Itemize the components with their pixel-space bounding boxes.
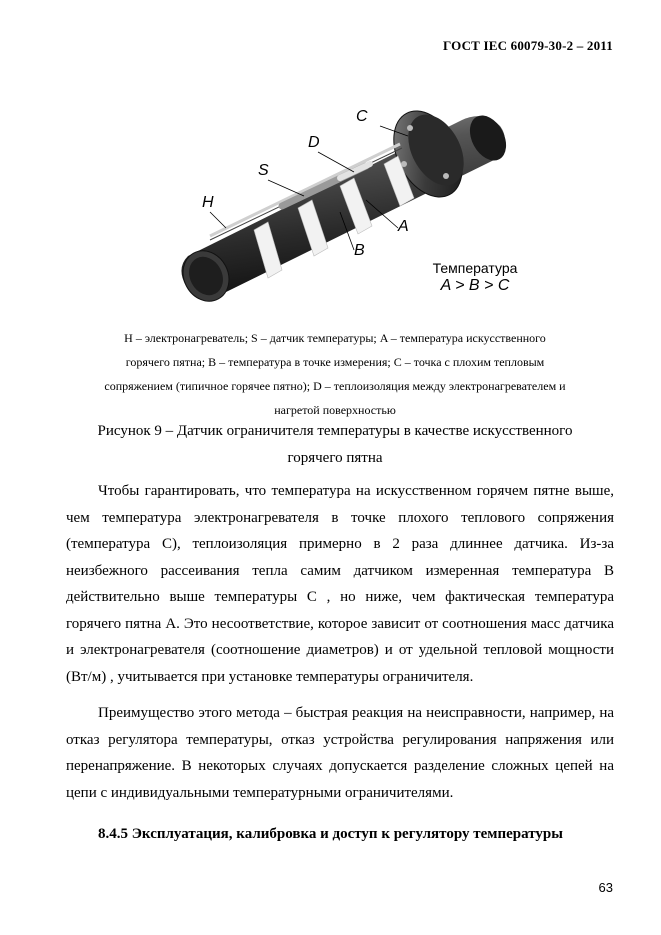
legend-line: нагретой поверхностью [274, 403, 396, 417]
label-s: S [258, 162, 269, 179]
body-paragraph: Чтобы гарантировать, что температура на искусственном горячем пятне выше, чем температура электронагревателя в точке плохого теплового сопряжения (температура C), теплоизоляция примерно в 2 раза длиннее датчика. Из-за неизбежного рассеивания тепла самим датчиком измеренная температура B действительно выше температуры C , но ниже, чем фактическая температура горячего пятна A. Это несоответствие, которое зависит от соотношения масс датчика и электронагревателя (соотношение диаметров) и от удельной тепловой мощности (Вт/м) , учитывается при установке температуры ограничителя. [66, 483, 614, 685]
label-d: D [308, 134, 320, 151]
body-paragraph: Преимущество этого метода – быстрая реакция на неисправности, например, на отказ регулятора температуры, отказ устройства регулирования напряжения или перенапряжение. В некоторых случаях допускается разделение сложных цепей на цепи с индивидуальными температурными ограничителями. [66, 705, 614, 801]
leader-s [268, 180, 304, 196]
label-b: B [354, 242, 365, 259]
legend-line: сопряжением (типичное горячее пятно); D – теплоизоляция между электронагревателем и [104, 379, 566, 393]
legend-line: H – электронагреватель; S – датчик температуры; A – температура искусственного [124, 331, 546, 345]
leader-d [318, 152, 354, 172]
label-h: H [202, 194, 214, 211]
temperature-relation: A > B > C [440, 277, 510, 294]
label-c: C [356, 108, 368, 125]
temperature-annotation [420, 260, 530, 295]
page-header: ГОСТ IEC 60079-30-2 – 2011 [442, 38, 613, 53]
figure-pipe-sensor [170, 80, 530, 320]
caption-line: Рисунок 9 – Датчик ограничителя температуры в качестве искусственного [97, 423, 573, 439]
figure-caption [80, 418, 590, 472]
caption-line: горячего пятна [287, 450, 383, 466]
flange-bolt [407, 125, 413, 131]
page-number: 63 [598, 880, 613, 895]
section-heading: 8.4.5 Эксплуатация, калибровка и доступ к регулятору температуры [98, 826, 563, 842]
temperature-title: Температура [432, 260, 518, 276]
figure-legend [70, 326, 600, 422]
flange-bolt [443, 173, 449, 179]
leader-h [210, 212, 226, 228]
legend-line: горячего пятна; B – температура в точке измерения; C – точка с плохим тепловым [125, 355, 545, 369]
label-a: A [398, 218, 409, 235]
